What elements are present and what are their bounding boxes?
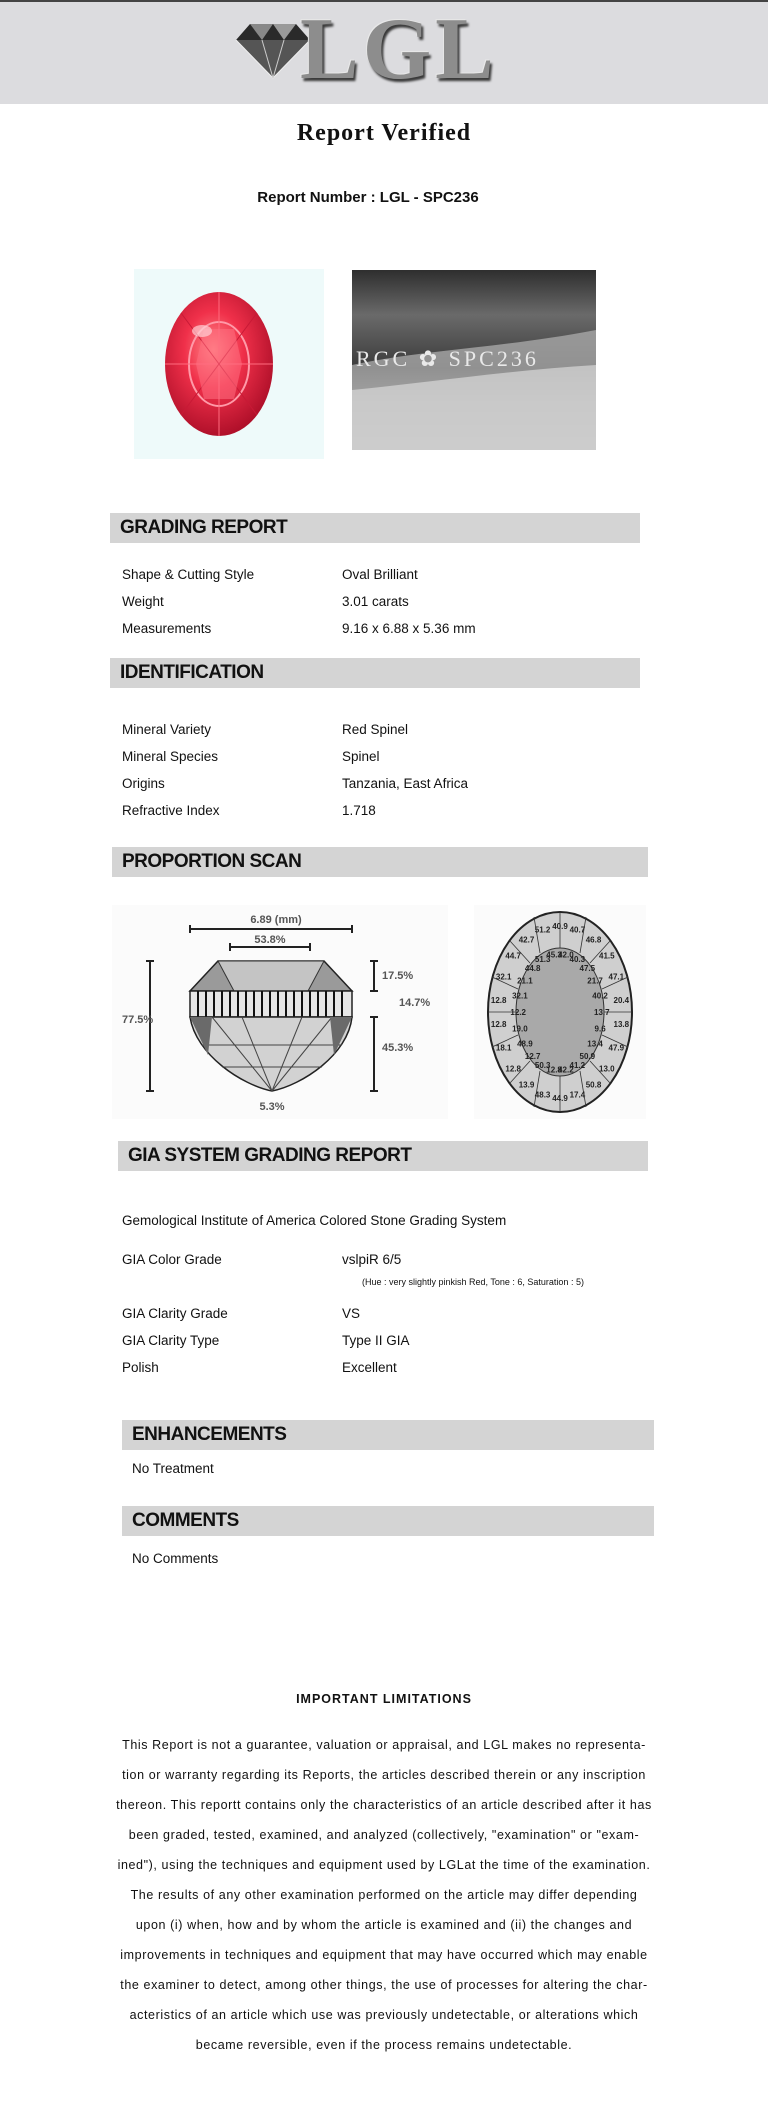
- row-value-polish: Excellent: [342, 1360, 397, 1375]
- profile-diagram: [112, 905, 448, 1119]
- facet-value-label: 41.5: [599, 951, 615, 961]
- facet-value-label: 18.1: [495, 1043, 512, 1053]
- limitations-line: The results of any other examination performed on the article may differ depending: [130, 1888, 638, 1902]
- facet-value-label: 50.9: [579, 1051, 596, 1061]
- red-spinel-gem-image: [134, 269, 324, 459]
- facet-value-label: 40.2: [592, 991, 608, 1001]
- identification-heading: IDENTIFICATION: [110, 658, 640, 688]
- facet-value-label: 13.8: [613, 1020, 630, 1030]
- facet-value-label: 50.8: [585, 1080, 602, 1090]
- facet-value-label: 40.7: [569, 925, 586, 935]
- row-value-measurements: 9.16 x 6.88 x 5.36 mm: [342, 621, 476, 636]
- comments-heading: COMMENTS: [122, 1506, 654, 1536]
- enhancements-value: No Treatment: [132, 1461, 214, 1476]
- facet-value-label: 42.2: [558, 1065, 574, 1075]
- row-value-mineral-variety: Red Spinel: [342, 722, 409, 737]
- limitations-line: been graded, tested, examined, and analyzed (collectively, "examination" or "exam-: [128, 1828, 640, 1842]
- limitations-line: became reversible, even if the process remains undetectable.: [195, 2038, 573, 2052]
- row-label-weight: Weight: [122, 594, 164, 609]
- row-value-gia-color: vslpiR 6/5: [342, 1252, 402, 1267]
- row-value-mineral-species: Spinel: [342, 749, 380, 764]
- row-value-refractive-index: 1.718: [342, 803, 376, 818]
- width-label: 6.89 (mm): [250, 914, 302, 926]
- facet-value-label: 51.3: [534, 955, 551, 965]
- culet-pct-label: 5.3%: [259, 1101, 285, 1113]
- facet-value-label: 13.0: [599, 1064, 615, 1074]
- table-pct-label: 53.8%: [254, 934, 286, 946]
- row-label-measurements: Measurements: [122, 621, 212, 636]
- row-label-mineral-species: Mineral Species: [122, 749, 219, 764]
- limitations-line: tion or warranty regarding its Reports, the articles described therein or any inscription: [122, 1768, 646, 1782]
- facet-value-label: 40.9: [552, 922, 568, 931]
- gem-image-panel: [134, 269, 324, 459]
- girdle-inscription-image: [352, 270, 596, 450]
- facet-value-label: 44.7: [505, 951, 521, 961]
- top-view-diagram: [474, 905, 646, 1119]
- crown-pct-label: 17.5%: [382, 970, 414, 982]
- facet-value-label: 21.7: [587, 976, 603, 986]
- limitations-line: thereon. This reportt contains only the characteristics of an article described after it has: [116, 1798, 652, 1812]
- facet-value-label: 42.0: [558, 950, 574, 960]
- row-value-gia-clarity: VS: [342, 1306, 361, 1321]
- facet-value-label: 13.7: [594, 1008, 610, 1017]
- facet-value-label: 12.8: [490, 995, 507, 1005]
- facet-value-label: 17.4: [569, 1090, 586, 1100]
- facet-value-label: 47.1: [608, 972, 625, 982]
- grading-report-heading: GRADING REPORT: [110, 513, 640, 543]
- facet-value-label: 32.1: [495, 972, 512, 982]
- facet-value-label: 42.7: [518, 935, 535, 945]
- facet-value-label: 12.8: [490, 1020, 507, 1030]
- row-label-gia-clarity-type: GIA Clarity Type: [122, 1333, 220, 1348]
- facet-value-label: 13.4: [587, 1039, 603, 1049]
- facet-value-label: 47.9: [608, 1043, 625, 1053]
- facet-value-label: 21.1: [517, 976, 533, 986]
- row-label-gia-color: GIA Color Grade: [122, 1252, 222, 1267]
- limitations-line: improvements in techniques and equipment that may have occurred which may enable: [120, 1948, 648, 1962]
- facet-value-label: 41.2: [569, 1060, 586, 1070]
- gia-color-note: (Hue : very slightly pinkish Red, Tone : 6, Saturation : 5): [362, 1277, 584, 1287]
- row-label-gia-clarity: GIA Clarity Grade: [122, 1306, 228, 1321]
- limitations-line: This Report is not a guarantee, valuation or appraisal, and LGL makes no representa-: [122, 1738, 646, 1752]
- gia-subtitle: Gemological Institute of America Colored Stone Grading System: [122, 1213, 507, 1228]
- facet-value-label: 48.3: [534, 1090, 551, 1100]
- enhancements-heading: ENHANCEMENTS: [122, 1420, 654, 1450]
- facet-value-label: 9.6: [594, 1024, 606, 1034]
- facet-value-label: 13.9: [518, 1080, 535, 1090]
- facet-value-label: 51.2: [534, 925, 551, 935]
- facet-value-label: 12.8: [546, 1065, 562, 1075]
- facet-value-label: 19.0: [512, 1024, 528, 1034]
- facet-value-label: 12.2: [510, 1008, 526, 1017]
- gia-heading: GIA SYSTEM GRADING REPORT: [118, 1141, 648, 1171]
- page-title: Report Verified: [296, 120, 472, 146]
- row-value-origins: Tanzania, East Africa: [342, 776, 469, 791]
- facet-value-label: 47.5: [579, 964, 596, 974]
- facet-value-label: 12.7: [524, 1051, 541, 1061]
- limitations-line: acteristics of an article which use was previously undetectable, or alterations which: [129, 2008, 639, 2022]
- facet-value-label: 40.3: [569, 955, 586, 965]
- logo-text: LGL: [300, 1, 498, 98]
- pavilion-pct-label: 45.3%: [382, 1042, 414, 1054]
- proportion-scan-heading: PROPORTION SCAN: [112, 847, 648, 877]
- facet-value-label: 12.8: [505, 1064, 521, 1074]
- inscription-image-panel: [352, 270, 596, 450]
- depth-pct-label: 77.5%: [122, 1014, 154, 1026]
- row-label-shape: Shape & Cutting Style: [122, 567, 255, 582]
- facet-value-label: 48.9: [517, 1039, 533, 1049]
- girdle-pct-label: 14.7%: [399, 997, 431, 1009]
- facet-value-label: 46.8: [585, 935, 602, 945]
- row-value-shape: Oval Brilliant: [342, 567, 418, 582]
- limitations-heading: IMPORTANT LIMITATIONS: [296, 1692, 472, 1706]
- row-value-gia-clarity-type: Type II GIA: [342, 1333, 410, 1348]
- row-label-refractive-index: Refractive Index: [122, 803, 220, 818]
- row-label-mineral-variety: Mineral Variety: [122, 722, 212, 737]
- report-number: Report Number : LGL - SPC236: [257, 189, 479, 206]
- comments-value: No Comments: [132, 1551, 219, 1566]
- facet-value-label: 44.8: [524, 964, 541, 974]
- facet-value-label: 20.4: [613, 995, 630, 1005]
- row-label-polish: Polish: [122, 1360, 159, 1375]
- row-value-weight: 3.01 carats: [342, 594, 409, 609]
- limitations-line: upon (i) when, how and by whom the article is examined and (ii) the changes and: [135, 1918, 633, 1932]
- limitations-line: the examiner to detect, among other things, the use of processes for altering the char-: [120, 1978, 648, 1992]
- facet-value-label: 45.3: [546, 950, 562, 960]
- facet-value-label: 50.3: [534, 1060, 551, 1070]
- row-label-origins: Origins: [122, 776, 165, 791]
- facet-value-label: 44.9: [552, 1094, 568, 1103]
- inscription-text: RGC ✿ SPC236: [356, 346, 539, 371]
- facet-value-label: 32.1: [512, 991, 528, 1001]
- limitations-line: ined"), using the techniques and equipment used by LGLat the time of the examination.: [117, 1858, 651, 1872]
